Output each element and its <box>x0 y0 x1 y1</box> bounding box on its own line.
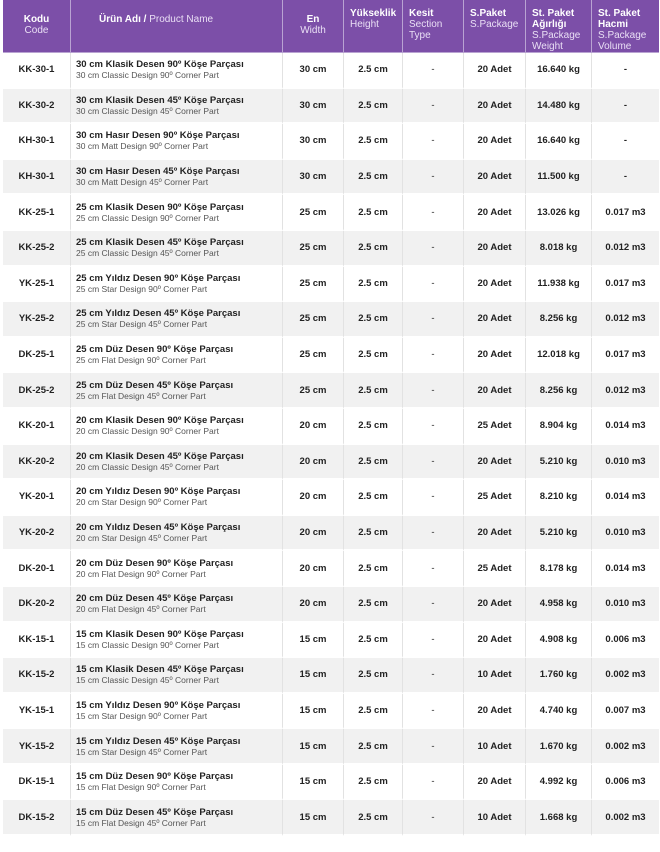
cell-code: YK-25-1 <box>3 267 71 303</box>
table-row <box>3 302 659 338</box>
table-row <box>3 587 659 623</box>
cell-product-name <box>71 89 283 125</box>
table-row <box>3 124 659 160</box>
product-name-en: 30 cm Matt Design 45º Corner Part <box>76 177 209 188</box>
cell-package: 20 Adet <box>464 765 526 801</box>
product-name-tr: 15 cm Düz Desen 45º Köşe Parçası <box>76 806 234 818</box>
header-height-tr: Yükseklik <box>350 8 397 19</box>
cell-code: KK-20-1 <box>3 409 71 445</box>
cell-width: 20 cm <box>283 516 344 552</box>
cell-height: 2.5 cm <box>344 694 403 730</box>
cell-product-name <box>71 623 283 659</box>
cell-height: 2.5 cm <box>344 231 403 267</box>
header-section-en: Section Type <box>409 19 443 41</box>
cell-section: - <box>403 480 464 516</box>
cell-section: - <box>403 53 464 89</box>
product-name-en: 25 cm Star Design 90º Corner Part <box>76 283 208 294</box>
product-table <box>3 0 659 836</box>
table-row <box>3 409 659 445</box>
header-row <box>3 0 659 53</box>
cell-section: - <box>403 445 464 481</box>
cell-weight: 8.256 kg <box>526 302 592 338</box>
product-name-en: 15 cm Classic Design 45º Corner Part <box>76 675 219 686</box>
cell-height: 2.5 cm <box>344 765 403 801</box>
header-weight-en: S.Package Weight <box>532 30 581 52</box>
cell-weight: 4.992 kg <box>526 765 592 801</box>
cell-product-name <box>71 516 283 552</box>
cell-height: 2.5 cm <box>344 729 403 765</box>
cell-code: DK-25-1 <box>3 338 71 374</box>
header-width-en: Width <box>300 25 326 36</box>
product-name-en: 20 cm Classic Design 45º Corner Part <box>76 461 219 472</box>
cell-height: 2.5 cm <box>344 623 403 659</box>
product-name-tr: 20 cm Yıldız Desen 45º Köşe Parçası <box>76 522 241 534</box>
product-name-tr: 25 cm Düz Desen 45º Köşe Parçası <box>76 379 234 391</box>
cell-section: - <box>403 694 464 730</box>
table-row <box>3 765 659 801</box>
cell-weight: 1.670 kg <box>526 729 592 765</box>
cell-package: 20 Adet <box>464 445 526 481</box>
header-code-en: Code <box>24 25 49 36</box>
cell-section: - <box>403 373 464 409</box>
cell-code: KK-30-1 <box>3 53 71 89</box>
header-name-en: Product Name <box>149 14 214 25</box>
cell-section: - <box>403 729 464 765</box>
cell-width: 20 cm <box>283 587 344 623</box>
header-product-name <box>71 0 283 53</box>
header-section <box>403 0 464 53</box>
cell-product-name <box>71 302 283 338</box>
cell-height: 2.5 cm <box>344 409 403 445</box>
cell-package: 20 Adet <box>464 694 526 730</box>
product-name-tr: 30 cm Klasik Desen 90º Köşe Parçası <box>76 59 244 71</box>
product-name-en: 20 cm Flat Design 45º Corner Part <box>76 604 206 615</box>
product-name-tr: 30 cm Hasır Desen 45º Köşe Parçası <box>76 166 240 178</box>
product-name-en: 20 cm Star Design 45º Corner Part <box>76 533 208 544</box>
cell-product-name <box>71 800 283 836</box>
cell-width: 25 cm <box>283 302 344 338</box>
cell-volume: 0.006 m3 <box>592 765 659 801</box>
cell-weight: 8.904 kg <box>526 409 592 445</box>
cell-volume: 0.002 m3 <box>592 658 659 694</box>
cell-package: 25 Adet <box>464 480 526 516</box>
table-row <box>3 480 659 516</box>
cell-product-name <box>71 53 283 89</box>
table-row <box>3 729 659 765</box>
product-name-tr: 25 cm Klasik Desen 90º Köşe Parçası <box>76 201 244 213</box>
cell-section: - <box>403 124 464 160</box>
cell-package: 10 Adet <box>464 800 526 836</box>
cell-product-name <box>71 658 283 694</box>
cell-section: - <box>403 160 464 196</box>
cell-code: YK-15-2 <box>3 729 71 765</box>
cell-section: - <box>403 765 464 801</box>
product-name-tr: 20 cm Klasik Desen 45º Köşe Parçası <box>76 450 244 462</box>
cell-section: - <box>403 195 464 231</box>
cell-package: 20 Adet <box>464 516 526 552</box>
header-width-tr: En <box>306 14 320 25</box>
cell-code: YK-20-1 <box>3 480 71 516</box>
header-height <box>344 0 403 53</box>
cell-product-name <box>71 409 283 445</box>
cell-width: 25 cm <box>283 195 344 231</box>
cell-product-name <box>71 267 283 303</box>
table-row <box>3 160 659 196</box>
product-name-en: 25 cm Classic Design 90º Corner Part <box>76 212 219 223</box>
cell-package: 25 Adet <box>464 409 526 445</box>
cell-section: - <box>403 409 464 445</box>
cell-volume: 0.010 m3 <box>592 445 659 481</box>
header-package <box>464 0 526 53</box>
table-row <box>3 267 659 303</box>
cell-width: 20 cm <box>283 409 344 445</box>
cell-height: 2.5 cm <box>344 480 403 516</box>
product-name-en: 15 cm Star Design 45º Corner Part <box>76 746 208 757</box>
cell-width: 20 cm <box>283 480 344 516</box>
product-name-tr: 20 cm Klasik Desen 90º Köşe Parçası <box>76 415 244 427</box>
cell-volume: 0.012 m3 <box>592 373 659 409</box>
cell-height: 2.5 cm <box>344 516 403 552</box>
cell-package: 10 Adet <box>464 658 526 694</box>
cell-width: 20 cm <box>283 551 344 587</box>
cell-product-name <box>71 124 283 160</box>
table-row <box>3 623 659 659</box>
product-name-en: 25 cm Classic Design 45º Corner Part <box>76 248 219 259</box>
cell-package: 20 Adet <box>464 338 526 374</box>
cell-width: 15 cm <box>283 800 344 836</box>
cell-width: 15 cm <box>283 623 344 659</box>
cell-weight: 1.668 kg <box>526 800 592 836</box>
table-row <box>3 445 659 481</box>
cell-height: 2.5 cm <box>344 89 403 125</box>
product-name-en: 25 cm Flat Design 90º Corner Part <box>76 355 206 366</box>
cell-height: 2.5 cm <box>344 445 403 481</box>
cell-width: 20 cm <box>283 445 344 481</box>
cell-volume: 0.017 m3 <box>592 338 659 374</box>
cell-width: 15 cm <box>283 765 344 801</box>
cell-weight: 5.210 kg <box>526 445 592 481</box>
cell-height: 2.5 cm <box>344 267 403 303</box>
cell-volume: 0.017 m3 <box>592 267 659 303</box>
cell-height: 2.5 cm <box>344 160 403 196</box>
product-name-en: 30 cm Classic Design 45º Corner Part <box>76 105 219 116</box>
cell-product-name <box>71 587 283 623</box>
cell-product-name <box>71 729 283 765</box>
cell-package: 20 Adet <box>464 623 526 659</box>
cell-code: KH-30-1 <box>3 160 71 196</box>
cell-volume: 0.014 m3 <box>592 480 659 516</box>
product-name-tr: 30 cm Klasik Desen 45º Köşe Parçası <box>76 94 244 106</box>
header-section-tr: Kesit <box>409 8 434 19</box>
header-volume <box>592 0 659 53</box>
product-name-tr: 20 cm Düz Desen 45º Köşe Parçası <box>76 593 234 605</box>
cell-code: KK-15-1 <box>3 623 71 659</box>
table-row <box>3 800 659 836</box>
cell-volume: 0.007 m3 <box>592 694 659 730</box>
cell-code: DK-15-2 <box>3 800 71 836</box>
product-name-tr: 25 cm Yıldız Desen 90º Köşe Parçası <box>76 272 241 284</box>
table-row <box>3 195 659 231</box>
cell-width: 25 cm <box>283 231 344 267</box>
cell-volume: 0.010 m3 <box>592 587 659 623</box>
product-name-tr: 20 cm Düz Desen 90º Köşe Parçası <box>76 557 234 569</box>
cell-weight: 8.256 kg <box>526 373 592 409</box>
cell-weight: 4.958 kg <box>526 587 592 623</box>
cell-product-name <box>71 160 283 196</box>
cell-package: 20 Adet <box>464 195 526 231</box>
product-name-tr: 15 cm Yıldız Desen 90º Köşe Parçası <box>76 699 241 711</box>
cell-section: - <box>403 89 464 125</box>
header-code-tr: Kodu <box>23 14 50 25</box>
cell-volume: - <box>592 160 659 196</box>
table-row <box>3 338 659 374</box>
cell-width: 30 cm <box>283 124 344 160</box>
cell-product-name <box>71 765 283 801</box>
cell-volume: 0.012 m3 <box>592 231 659 267</box>
product-name-en: 15 cm Flat Design 45º Corner Part <box>76 817 206 828</box>
cell-code: KH-30-1 <box>3 124 71 160</box>
cell-height: 2.5 cm <box>344 551 403 587</box>
header-weight <box>526 0 592 53</box>
product-name-en: 20 cm Star Design 90º Corner Part <box>76 497 208 508</box>
cell-width: 15 cm <box>283 694 344 730</box>
header-package-tr: S.Paket <box>470 8 507 19</box>
cell-code: KK-30-2 <box>3 89 71 125</box>
table-row <box>3 516 659 552</box>
cell-product-name <box>71 445 283 481</box>
product-name-tr: 15 cm Yıldız Desen 45º Köşe Parçası <box>76 735 241 747</box>
product-name-tr: 20 cm Yıldız Desen 90º Köşe Parçası <box>76 486 241 498</box>
table-row <box>3 694 659 730</box>
cell-width: 30 cm <box>283 160 344 196</box>
cell-weight: 11.938 kg <box>526 267 592 303</box>
product-name-en: 20 cm Flat Design 90º Corner Part <box>76 568 206 579</box>
cell-volume: 0.002 m3 <box>592 800 659 836</box>
cell-weight: 8.210 kg <box>526 480 592 516</box>
cell-code: KK-15-2 <box>3 658 71 694</box>
product-name-tr: 15 cm Klasik Desen 90º Köşe Parçası <box>76 628 244 640</box>
header-package-en: S.Package <box>470 19 519 30</box>
cell-width: 30 cm <box>283 53 344 89</box>
cell-code: KK-25-1 <box>3 195 71 231</box>
cell-volume: 0.010 m3 <box>592 516 659 552</box>
cell-weight: 5.210 kg <box>526 516 592 552</box>
cell-width: 30 cm <box>283 89 344 125</box>
cell-height: 2.5 cm <box>344 587 403 623</box>
product-name-en: 15 cm Star Design 90º Corner Part <box>76 710 208 721</box>
table-row <box>3 658 659 694</box>
header-weight-tr: St. Paket Ağırlığı <box>532 8 575 30</box>
cell-width: 25 cm <box>283 338 344 374</box>
header-volume-en: S.Package Volume <box>598 30 647 52</box>
cell-product-name <box>71 338 283 374</box>
cell-weight: 4.740 kg <box>526 694 592 730</box>
cell-code: DK-25-2 <box>3 373 71 409</box>
cell-product-name <box>71 694 283 730</box>
header-width <box>283 0 344 53</box>
cell-package: 20 Adet <box>464 302 526 338</box>
table-body <box>3 53 659 836</box>
product-name-en: 25 cm Star Design 45º Corner Part <box>76 319 208 330</box>
product-name-tr: 15 cm Düz Desen 90º Köşe Parçası <box>76 771 234 783</box>
header-name-tr: Ürün Adı / <box>99 14 147 25</box>
cell-package: 20 Adet <box>464 267 526 303</box>
cell-code: YK-15-1 <box>3 694 71 730</box>
product-name-tr: 25 cm Düz Desen 90º Köşe Parçası <box>76 344 234 356</box>
cell-volume: - <box>592 89 659 125</box>
cell-product-name <box>71 551 283 587</box>
product-name-en: 20 cm Classic Design 90º Corner Part <box>76 426 219 437</box>
cell-weight: 11.500 kg <box>526 160 592 196</box>
cell-volume: 0.006 m3 <box>592 623 659 659</box>
cell-code: KK-25-2 <box>3 231 71 267</box>
cell-section: - <box>403 551 464 587</box>
cell-section: - <box>403 800 464 836</box>
table-header <box>3 0 659 53</box>
product-name-tr: 25 cm Klasik Desen 45º Köşe Parçası <box>76 237 244 249</box>
cell-width: 25 cm <box>283 267 344 303</box>
cell-height: 2.5 cm <box>344 373 403 409</box>
cell-product-name <box>71 195 283 231</box>
product-name-tr: 25 cm Yıldız Desen 45º Köşe Parçası <box>76 308 241 320</box>
cell-section: - <box>403 516 464 552</box>
cell-section: - <box>403 658 464 694</box>
cell-package: 20 Adet <box>464 231 526 267</box>
cell-package: 25 Adet <box>464 551 526 587</box>
table-row <box>3 373 659 409</box>
cell-weight: 16.640 kg <box>526 53 592 89</box>
cell-height: 2.5 cm <box>344 53 403 89</box>
product-name-tr: 15 cm Klasik Desen 45º Köşe Parçası <box>76 664 244 676</box>
cell-code: YK-25-2 <box>3 302 71 338</box>
product-name-en: 15 cm Classic Design 90º Corner Part <box>76 639 219 650</box>
cell-height: 2.5 cm <box>344 124 403 160</box>
cell-height: 2.5 cm <box>344 302 403 338</box>
product-name-en: 15 cm Flat Design 90º Corner Part <box>76 782 206 793</box>
table-row <box>3 551 659 587</box>
cell-section: - <box>403 338 464 374</box>
cell-section: - <box>403 231 464 267</box>
cell-code: KK-20-2 <box>3 445 71 481</box>
cell-width: 25 cm <box>283 373 344 409</box>
cell-package: 10 Adet <box>464 729 526 765</box>
product-name-en: 30 cm Matt Design 90º Corner Part <box>76 141 209 152</box>
cell-height: 2.5 cm <box>344 195 403 231</box>
cell-weight: 16.640 kg <box>526 124 592 160</box>
cell-code: DK-15-1 <box>3 765 71 801</box>
cell-package: 20 Adet <box>464 53 526 89</box>
cell-product-name <box>71 373 283 409</box>
table-row <box>3 231 659 267</box>
cell-weight: 1.760 kg <box>526 658 592 694</box>
cell-height: 2.5 cm <box>344 658 403 694</box>
header-height-en: Height <box>350 19 379 30</box>
cell-weight: 13.026 kg <box>526 195 592 231</box>
cell-package: 20 Adet <box>464 160 526 196</box>
cell-product-name <box>71 231 283 267</box>
cell-section: - <box>403 623 464 659</box>
table-row <box>3 53 659 89</box>
cell-section: - <box>403 302 464 338</box>
cell-code: DK-20-2 <box>3 587 71 623</box>
cell-package: 20 Adet <box>464 587 526 623</box>
cell-weight: 12.018 kg <box>526 338 592 374</box>
cell-package: 20 Adet <box>464 124 526 160</box>
product-name-en: 25 cm Flat Design 45º Corner Part <box>76 390 206 401</box>
cell-package: 20 Adet <box>464 89 526 125</box>
cell-width: 15 cm <box>283 729 344 765</box>
cell-width: 15 cm <box>283 658 344 694</box>
cell-volume: 0.012 m3 <box>592 302 659 338</box>
cell-section: - <box>403 267 464 303</box>
cell-volume: - <box>592 53 659 89</box>
header-code <box>3 0 71 53</box>
cell-volume: - <box>592 124 659 160</box>
product-name-tr: 30 cm Hasır Desen 90º Köşe Parçası <box>76 130 240 142</box>
cell-weight: 8.178 kg <box>526 551 592 587</box>
cell-volume: 0.014 m3 <box>592 409 659 445</box>
cell-code: DK-20-1 <box>3 551 71 587</box>
table-row <box>3 89 659 125</box>
cell-weight: 4.908 kg <box>526 623 592 659</box>
cell-height: 2.5 cm <box>344 338 403 374</box>
header-volume-tr: St. Paket Hacmi <box>598 8 641 30</box>
cell-package: 20 Adet <box>464 373 526 409</box>
cell-volume: 0.017 m3 <box>592 195 659 231</box>
cell-section: - <box>403 587 464 623</box>
cell-volume: 0.002 m3 <box>592 729 659 765</box>
cell-height: 2.5 cm <box>344 800 403 836</box>
cell-product-name <box>71 480 283 516</box>
cell-weight: 14.480 kg <box>526 89 592 125</box>
cell-code: YK-20-2 <box>3 516 71 552</box>
product-name-en: 30 cm Classic Design 90º Corner Part <box>76 70 219 81</box>
cell-weight: 8.018 kg <box>526 231 592 267</box>
cell-volume: 0.014 m3 <box>592 551 659 587</box>
